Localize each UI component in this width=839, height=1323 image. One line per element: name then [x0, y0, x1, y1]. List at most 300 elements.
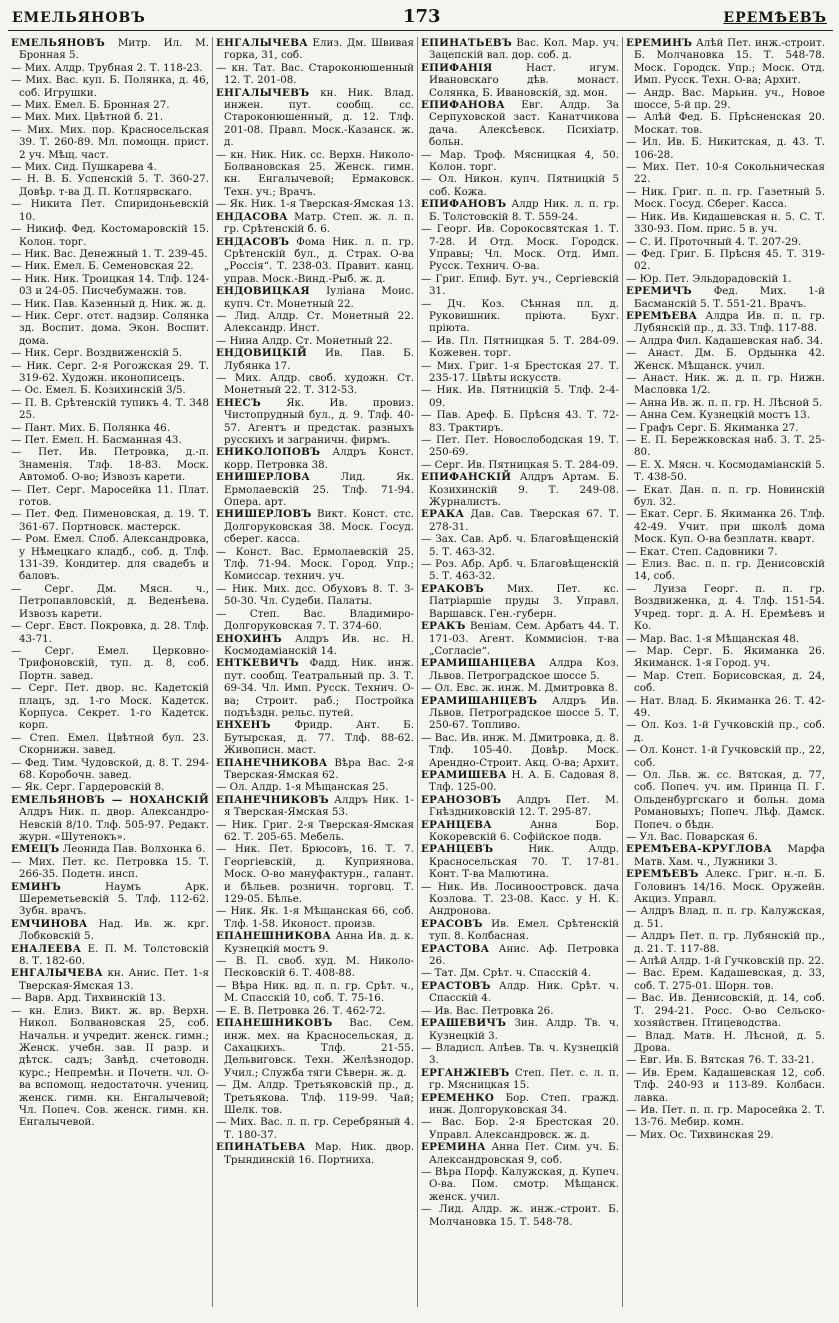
entry-details: Ол. Коз. 1-й Гучковскій пр., соб. д.: [634, 719, 825, 744]
running-head-left: ЕМЕЛЬЯНОВЪ: [12, 10, 146, 26]
entry-surname: ЕНДАСОВА: [216, 210, 288, 223]
entry-details: Елиз. Вас. п. п. гр. Денисовскій 14, соб.: [634, 558, 825, 583]
entry-details: Фед. Григ. Б. Прѣсня 45. Т. 319-02.: [634, 247, 825, 273]
entry-details: Вас. Кол. Мар. уч. Зацепскій вал. дор. соб. д.: [429, 37, 619, 62]
entry-details: Лид. Як. Ермолаевскій 25. Тлф. 71-94. Опера. арт.: [224, 471, 414, 509]
entry-details: Анна Ив. ж. п. п. гр. Н. Лѣсной 5.: [639, 396, 823, 409]
directory-entry-sub: [11, 446, 209, 483]
entry-surname: ЕМЕЛЬЯНОВЪ — НОХАНСКІЙ: [11, 793, 209, 806]
entry-details: Фридр. Ант. Б. Бутырская, д. 77. Тлф. 88-62. Живописн. маст.: [224, 719, 414, 757]
entry-surname: ЕПИНАТЬЕВЪ: [421, 37, 512, 49]
entry-details: Ник. Емел. Б. Семеновская 22.: [24, 260, 194, 273]
entry-surname: ЕМЕЛЬЯНОВЪ: [11, 37, 106, 49]
directory-entry-sub: [626, 434, 825, 459]
directory-entry-sub: [626, 558, 825, 583]
entry-details: Алдръ Ив. нс. Н. Космодаміанскій 14.: [224, 632, 414, 657]
directory-entry-sub: [626, 831, 825, 843]
directory-entry-sub: [626, 422, 825, 434]
directory-entry-sub: [626, 955, 825, 967]
entry-surname: ЕРАНЦЕВА: [421, 818, 492, 831]
entry-details: Митр. Ил. М. Бронная 5.: [19, 37, 209, 62]
entry-details: Ол. Евс. ж. инж. М. Дмитровка 8.: [434, 682, 618, 695]
entry-surname: ЕНДОВИЦКАЯ: [216, 285, 310, 298]
entry-details: Ник. Мих. дсс. Обуховъ 8. Т. 3-50-30. Чл. Судеби. Палаты.: [224, 582, 414, 608]
entry-details: Ол. Конст. 1-й Гучковскій пр., 22, соб.: [634, 744, 825, 769]
entry-surname: ЕПИФАНОВЪ: [421, 198, 507, 211]
entry-details: С. И. Проточный 4. Т. 207-29.: [639, 235, 802, 248]
directory-entry-sub: [421, 1203, 619, 1228]
entry-details: Н. В. Б. Успенскій 5. Т. 360-27. Довѣр. т-ва Д. П. Котлярвскаго.: [19, 173, 209, 198]
directory-entry-head: [421, 1141, 619, 1166]
entry-surname: ЕМЧИНОВА: [11, 917, 88, 930]
directory-entry-sub: [11, 310, 209, 347]
entry-details: Наст. игум. Ивановскаго дѣв. монаст. Солянка, Б. Ивановскій, зд. мон.: [429, 61, 619, 99]
directory-entry-sub: [216, 980, 414, 1005]
directory-entry-sub: [11, 992, 209, 1004]
entry-surname: ЕНЕСЪ: [216, 396, 261, 409]
entry-details: Алдр Ник. л. п. гр. Б. Толстовскій 8. Т. 559-24.: [429, 198, 620, 223]
entry-details: Ив. Пл. Пятницкая 5. Т. 284-09. Кожевен. торг.: [429, 334, 619, 360]
entry-details: Алдръ Пет. М. Гнѣздниковскій 12. Т. 295-87.: [429, 793, 619, 819]
entry-surname: ЕПИФАНСКІЙ: [421, 471, 512, 484]
entry-details: Серг. Пет. двор. нс. Кадетскій плацъ, зд. 1-го Моск. Кадетск. Корпуса. Секрет. 1-го Кадетск. корп.: [19, 682, 209, 732]
entry-surname: ЕНГАЛЫЧЕВА: [216, 37, 308, 49]
directory-entry-head: [421, 695, 619, 732]
entry-details: Ол. Алдр. 1-я Мѣщанская 25.: [229, 781, 389, 794]
directory-entry-sub: [421, 434, 619, 459]
directory-entry-sub: [216, 905, 414, 930]
entry-surname: ЕНОХИНЪ: [216, 632, 282, 645]
entry-surname: ЕРАШЕВИЧЪ: [421, 1017, 507, 1030]
directory-entry-head: [216, 930, 414, 955]
entry-details: Марфа Матв. Хам. ч., Лужники 3.: [634, 843, 825, 868]
directory-entry-head: [626, 37, 825, 87]
entry-details: кн. Ник. Ник. сс. Верхн. Николо-Болвановская 25. Женск. гимн. кн. Енгалычевой; Ермаковск. Техн. уч.; Врачъ.: [224, 148, 414, 198]
directory-entry-sub: [11, 856, 209, 881]
entry-details: Никиф. Фед. Костомаровскій 15. Колон. торг.: [19, 223, 209, 248]
directory-entry-sub: [626, 335, 825, 347]
directory-entry-sub: [626, 484, 825, 509]
directory-entry-head: [11, 843, 209, 855]
entry-details: Ив. Пав. Б. Лубянка 17.: [224, 347, 415, 372]
entry-details: Серг. Дм. Мясн. ч., Петропавловскій, д. Веденѣева. Извозъ карети.: [19, 582, 209, 620]
directory-entry-sub: [11, 422, 209, 434]
directory-entry-sub: [421, 1005, 619, 1017]
entry-details: Никита Пет. Спиридоньевскій 10.: [19, 198, 209, 223]
entry-details: Ив. Ерем. Кадашевская 12, соб. Тлф. 240-93 и 113-89. Колбасн. лавка.: [634, 1066, 826, 1104]
entry-details: Викт. Конст. стс. Долгоруковская 38. Моск. Госуд. сберег. касса.: [224, 508, 414, 546]
directory-entry-sub: [11, 198, 209, 223]
entry-details: Ник. Пав. Казенный д. Ник. ж. д.: [24, 297, 207, 310]
directory-entry-sub: [11, 620, 209, 645]
entry-details: Пет. Емел. Н. Басманная 43.: [24, 434, 182, 446]
entry-surname: ЕРАМИШЕВА: [421, 768, 507, 781]
directory-entry-head: [626, 843, 825, 868]
entry-details: Ив. Вас. Петровка 26.: [434, 1004, 554, 1017]
directory-entry-sub: [216, 843, 414, 905]
directory-entry-sub: [626, 546, 825, 558]
entry-details: Екат. Дан. п. п. гр. Новинскій бул. 32.: [634, 483, 825, 509]
directory-entry-head: [216, 446, 414, 471]
entry-details: Веніам. Сем. Арбатъ 44. Т. 171-03. Агент. Коммисіон. т-ва „Согласіе“.: [429, 620, 619, 657]
entry-details: Бор. Степ. гражд. инж. Долгоруковская 34.: [429, 1091, 619, 1116]
directory-entry-sub: [11, 248, 209, 260]
directory-entry-head: [11, 37, 209, 62]
entry-details: Луиза Георг. п. п. гр. Воздвиженка, д. 4. Тлф. 151-54. Учред. торг. д. А. Н. Еремѣевъ и Ко.: [634, 582, 825, 633]
entry-details: Фед. Тим. Чудовской, д. 8. Т. 294-68. Коробочн. завед.: [19, 756, 209, 781]
directory-entry-head: [216, 508, 414, 545]
directory-entry-sub: [626, 372, 825, 397]
entry-details: Як. Ник. 1-я Тверская-Ямская 13.: [229, 198, 414, 211]
directory-entry-sub: [11, 397, 209, 422]
entry-surname: ЕПАНЕЧНИКОВЪ: [216, 793, 329, 806]
directory-entry-sub: [11, 781, 209, 793]
entry-details: Вас. Бор. 2-я Брестская 20. Управл. Александровск. ж. д.: [429, 1116, 619, 1141]
entry-details: Вѣра Вас. 2-я Тверская-Ямская 62.: [224, 756, 414, 781]
directory-entry-sub: [421, 1042, 619, 1067]
directory-entry-sub: [216, 546, 414, 583]
directory-entry-sub: [421, 335, 619, 360]
entry-details: Влад. Матв. Н. Лѣсной, д. 5. Дрова.: [634, 1029, 825, 1054]
directory-entry-head: [216, 794, 414, 819]
directory-entry-sub: [11, 161, 209, 173]
directory-entry-sub: [11, 583, 209, 620]
directory-entry-head: [216, 347, 414, 372]
directory-entry-sub: [11, 682, 209, 732]
entry-details: Пет. Пет. Новослободская 19. Т. 250-69.: [429, 434, 620, 459]
directory-entry-sub: [626, 583, 825, 633]
entry-details: Мих. Мих. Цвѣтной б. 21.: [24, 111, 164, 124]
entry-surname: ЕРАМИШАНЦЕВА: [421, 657, 536, 670]
entry-details: Анна Бор. Кокоревскій 6. Софійское подв.: [429, 818, 619, 843]
entry-details: Алѣй Алдр. 1-й Гучковскій пр. 22.: [639, 955, 825, 968]
entry-details: Алдръ Ник. п. двор. Александро-Невскій 8/10. Тлф. 505-97. Редакт. журн. «Шутенокъ».: [19, 806, 209, 843]
entry-surname: ЕМЕЦЪ: [11, 843, 60, 856]
directory-entry-sub: [626, 273, 825, 285]
directory-entry-sub: [626, 409, 825, 421]
entry-details: Степ. Пет. с. л. п. гр. Мясницкая 15.: [429, 1066, 619, 1092]
directory-entry-sub: [626, 930, 825, 955]
entry-surname: ЕРЕМИНЪ: [626, 37, 693, 49]
directory-entry-sub: [626, 905, 825, 930]
directory-entry-sub: [216, 1079, 414, 1116]
entry-details: Мих. Сид. Пушкарева 4.: [24, 161, 157, 174]
entry-details: Анна Пет. Сим. уч. Б. Александровская 9, соб.: [429, 1141, 619, 1166]
entry-surname: ЕНИШЕРЛОВА: [216, 471, 311, 484]
directory-entry-sub: [626, 508, 825, 545]
directory-entry-sub: [626, 87, 825, 112]
entry-details: Евг. Алдр. За Серпуховской заст. Канатчикова дача. Алексѣевск. Психіатр. больн.: [429, 99, 619, 149]
directory-entry-sub: [216, 310, 414, 335]
entry-details: Пант. Мих. Б. Полянка 46.: [24, 421, 170, 434]
entry-details: Ив. Емел. Срѣтенскій туп. 8. Колбасная.: [429, 917, 619, 943]
directory-entry-sub: [626, 136, 825, 161]
directory-entry-head: [421, 943, 619, 968]
directory-entry-sub: [626, 236, 825, 248]
entry-details: Мих. Вас. л. п. гр. Серебряный 4. Т. 180-37.: [224, 1116, 414, 1141]
entry-details: Мар. Троф. Мясницкая 4, 50. Колон. торг.: [429, 148, 619, 174]
entry-details: Серг. Ив. Пятницкая 5. Т. 284-09.: [434, 458, 619, 471]
entry-details: Алдръ Ив. Львов. Петроградское шоссе 5. Т. 250-67. Топливо.: [429, 694, 619, 732]
entry-details: П. В. Срѣтенскій тупикъ 4. Т. 348 25.: [19, 396, 209, 422]
directory-entry-sub: [421, 1166, 619, 1203]
entry-details: Ник. Серг. 2-я Рогожская 29. Т. 319-62. Художн. иконописецъ.: [19, 359, 209, 384]
entry-details: Алдра Фил. Кадашевская наб. 34.: [639, 334, 824, 347]
directory-entry-head: [216, 397, 414, 447]
entry-details: Алдръ Ник. 1-я Тверская-Ямская 53.: [224, 793, 414, 819]
entry-details: Над. Ив. ж. крг. Лобковскій 5.: [19, 917, 209, 943]
directory-entry-sub: [421, 409, 619, 434]
directory-entry-head: [421, 1067, 619, 1092]
entry-surname: ЕРАСТОВА: [421, 942, 490, 955]
entry-details: Нина Алдр. Ст. Монетный 22.: [229, 334, 393, 347]
entry-surname: ЕНХЕНЪ: [216, 719, 271, 732]
entry-details: Мих. Алдр. своб. художн. Ст. Монетный 22. Т. 312-53.: [224, 371, 414, 397]
entry-details: Фадд. Ник. инж. пут. сообщ. Театральный пр. 3. Т. 69-34. Чл. Имп. Русск. Технич. О-ва; Строит. раб.; Постройка подъѣздн. рельс. путей.: [224, 657, 414, 719]
entry-details: Юр. Пет. Эльдорадовскій 1.: [639, 272, 792, 285]
entry-details: Вѣра Ник. вд. п. п. гр. Срѣт. ч., М. Спасскій 10, соб. Т. 75-16.: [224, 979, 414, 1005]
entry-surname: ЕРЕМѢЕВА-КРУГЛОВА: [626, 843, 772, 856]
directory-entry-head: [421, 471, 619, 508]
directory-entry-head: [421, 980, 619, 1005]
entry-details: Лид. Алдр. Ст. Монетный 22. Александр. Инст.: [224, 309, 414, 335]
entry-details: Ол. Никон. купч. Пятницкій 5 соб. Кожа.: [429, 173, 620, 198]
directory-entry-head: [216, 87, 414, 149]
entry-details: Алдръ Конст. корр. Петровка 38.: [224, 446, 414, 471]
directory-entry-sub: [11, 62, 209, 74]
entry-surname: ЕРАСОВЪ: [421, 917, 483, 930]
directory-entry-sub: [11, 99, 209, 111]
directory-entry-head: [421, 794, 619, 819]
directory-entry-sub: [11, 173, 209, 198]
directory-entry-head: [421, 62, 619, 99]
directory-entry-sub: [11, 384, 209, 396]
entry-details: Ник. Алдр. Красносельская 70. Т. 17-81. Конт. Т-ва Малютина.: [429, 843, 619, 881]
entry-details: Наумъ Арк. Шереметьевскій 5. Тлф. 112-62. Зубн. врачъ.: [19, 880, 209, 918]
entry-details: Пав. Ареф. Б. Прѣсня 43. Т. 72-83. Трактиръ.: [429, 409, 619, 434]
directory-entry-sub: [11, 360, 209, 385]
entry-surname: ЕРЕМѢЕВА: [626, 309, 698, 322]
entry-surname: ЕМИНЪ: [11, 880, 62, 893]
entry-details: Ник. Як. 1-я Мѣщанская 66, соб. Тлф. 1-58. Иконост. произв.: [224, 905, 414, 930]
entry-details: Елиз. Дм. Швивая горка, 31, соб.: [224, 37, 414, 62]
running-head-right: ЕРЕМѢЕВЪ: [723, 10, 827, 26]
entry-surname: ЕПИФАНОВА: [421, 99, 505, 112]
directory-entry-head: [216, 633, 414, 658]
entry-details: Алдръ Влад. п. п. гр. Калужская, д. 51.: [634, 905, 825, 930]
entry-details: Тат. Дм. Срѣт. ч. Спасскій 4.: [434, 967, 592, 980]
entry-details: Ник. Григ. п. п. гр. Газетный 5. Моск. Госуд. Сберег. Касса.: [634, 185, 825, 211]
directory-entry-sub: [626, 186, 825, 211]
directory-entry-head: [216, 236, 414, 286]
entry-details: Пет. Ив. Петровка, д.-п. Знаменія. Тлф. 18-83. Моск. Автомоб. О-во; Извозъ карети.: [19, 446, 209, 484]
entry-details: Анаст. Ник. ж. д. п. гр. Нижн. Масловка 1/2.: [634, 371, 825, 397]
entry-details: Пет. Серг. Маросейка 11. Плат. готов.: [19, 483, 209, 509]
entry-details: Варв. Ард. Тихвинскій 13.: [24, 992, 166, 1005]
entry-surname: ЕРАСТОВЪ: [421, 979, 491, 992]
entry-surname: ЕРАКЪ: [421, 620, 466, 633]
entry-details: Ник. Ив. Пятницкій 5. Тлф. 2-4-09.: [429, 384, 619, 409]
entry-details: Дав. Сав. Тверская 67. Т. 278-31.: [429, 508, 619, 533]
entry-details: Анаст. Дм. Б. Ордынка 42. Женск. Мѣщанск. учил.: [634, 347, 825, 372]
entry-surname: ЕПАНЕШНИКОВЪ: [216, 1017, 333, 1030]
entry-details: Ол. Льв. ж. сс. Вятская, д. 77, соб. Попеч. уч. им. Принца П. Г. Ольденбургскаго и больн. дома Романовыхъ; Попеч. Лѣф. Дамск. Попеч. о бѣдн.: [634, 768, 825, 831]
entry-details: Алѣй Пет. инж.-строит. Б. Молчановка 15. Т. 548-78. Моск. Городск. Упр.; Моск. Отд. Имп. Русск. Техн. О-ва; Архит.: [634, 37, 825, 87]
entry-details: кн. Ник. Влад. инжен. пут. сообщ. сс. Староконюшенный, д. 12. Тлф. 201-08. Правл. Моск.-Казанск. ж. д.: [224, 86, 414, 149]
directory-entry-sub: [216, 955, 414, 980]
entry-details: Фома Ник. л. п. гр. Срѣтенскій бул., д. Страх. О-ва „Россія“. Т. 238-03. Правит. канц. управ. Моск.-Винд.-Рыб. ж. д.: [224, 235, 415, 285]
directory-entry-sub: [626, 992, 825, 1029]
directory-entry-head: [11, 794, 209, 844]
entry-details: Ром. Емел. Слоб. Александровка, у Нѣмецкаго кладб., соб. д. Тлф. 131-39. Кондитер. для свадебъ и баловъ.: [19, 533, 209, 583]
page-number: 173: [403, 6, 441, 27]
column-2: [213, 37, 418, 1307]
entry-surname: ЕРЕМЕНКО: [421, 1091, 495, 1104]
entry-details: Матр. Степ. ж. л. п. гр. Срѣтенскій б. 6.: [224, 210, 414, 236]
entry-details: кн. Тат. Вас. Староконюшенный 12. Т. 201-08.: [224, 61, 414, 87]
directory-entry-head: [421, 508, 619, 533]
entry-details: Ник. Вас. Денежный 1. Т. 239-45.: [24, 247, 208, 260]
entry-details: Алдра Коз. Львов. Петроградское шоссе 5.: [429, 657, 619, 682]
entry-details: Мих. Григ. 1-я Брестская 27. Т. 235-17. Цвѣты искусств.: [429, 359, 619, 384]
directory-entry-sub: [216, 198, 414, 210]
directory-entry-sub: [11, 757, 209, 782]
entry-details: Евг. Ив. Б. Вятская 76. Т. 33-21.: [639, 1054, 815, 1067]
entry-details: Григ. Епиф. Бут. уч., Сергіевскій 31.: [429, 272, 619, 298]
directory-entry-sub: [11, 434, 209, 446]
entry-details: Мих. Ос. Тихвинская 29.: [639, 1128, 774, 1141]
directory-entry-sub: [626, 744, 825, 769]
directory-entry-head: [216, 37, 414, 62]
entry-details: Як. Ив. провиз. Чистопрудный бул., д. 9. Тлф. 40-57. Агентъ и предстак. разныхъ русскихъ и заграничн. фирмъ.: [224, 396, 414, 446]
directory-entry-sub: [626, 695, 825, 720]
entry-details: Анна Ив. д. к. Кузнецкій мостъ 9.: [224, 930, 414, 955]
entry-details: Серг. Емел. Церковно-Трифоновскій, туп. д. 8, соб. Портн. завед.: [19, 644, 209, 682]
entry-surname: ЕПИНАТЬЕВА: [216, 1141, 306, 1154]
entry-details: Е. Х. Мясн. ч. Космодаміанскій 5. Т. 438-50.: [634, 458, 825, 484]
entry-details: Роз. Абр. Арб. ч. Благовѣщенскій 5. Т. 463-32.: [429, 558, 619, 583]
directory-entry-sub: [11, 74, 209, 99]
entry-details: Мар. Вас. 1-я Мѣщанская 48.: [639, 632, 800, 645]
directory-entry-head: [421, 583, 619, 620]
directory-entry-sub: [421, 732, 619, 769]
directory-entry-sub: [421, 682, 619, 694]
directory-entry-sub: [216, 372, 414, 397]
entry-surname: ЕНИКОЛОПОВЪ: [216, 446, 321, 459]
directory-entry-sub: [11, 1005, 209, 1129]
entry-details: Ник. Ник. Троицкая 14. Тлф. 124-03 и 24-05. Писчебумажн. тов.: [19, 272, 209, 298]
page-header: [8, 0, 833, 31]
directory-entry-sub: [626, 633, 825, 645]
entry-details: Дм. Алдр. Третьяковскій пр., д. Третьякова. Тлф. 119-99. Чай; Шелк. тов.: [224, 1079, 414, 1116]
directory-entry-sub: [626, 248, 825, 273]
entry-details: Е. П. М. Толстовскій 8. Т. 182-60.: [19, 942, 209, 968]
entry-details: Мих. Пет. кс. Патріаршіе пруды 3. Управл. Варшавск. Ген.-губерн.: [429, 582, 619, 620]
entry-surname: ЕНТКЕВИЧЪ: [216, 657, 299, 670]
entry-details: Лид. Алдр. ж. инж.-строит. Б. Молчановка 15. Т. 548-78.: [429, 1203, 620, 1228]
entry-details: Графъ Серг. Б. Якиманка 27.: [639, 421, 799, 434]
directory-entry-head: [626, 285, 825, 310]
directory-entry-sub: [626, 1067, 825, 1104]
directory-entry-sub: [421, 558, 619, 583]
entry-details: Мих. Емел. Б. Бронная 27.: [24, 99, 170, 112]
entry-details: Мих. Вас. куп. Б. Полянка, д. 46, соб. Игрушки.: [19, 74, 209, 99]
directory-entry-sub: [11, 273, 209, 298]
directory-entry-sub: [11, 533, 209, 583]
entry-details: Зин. Алдр. Тв. ч. Кузнецкій 3.: [429, 1017, 619, 1042]
entry-surname: ЕНГАЛЫЧЕВА: [11, 967, 103, 980]
entry-details: Анна Сем. Кузнецкій мостъ 13.: [639, 409, 810, 422]
entry-details: Екат. Степ. Садовники 7.: [639, 545, 778, 558]
entry-surname: ЕРЕМѢЕВЪ: [626, 868, 699, 881]
directory-entry-sub: [626, 397, 825, 409]
entry-details: Фед. Мих. 1-й Басманскій 5. Т. 551-21. Врачъ.: [634, 285, 825, 310]
directory-entry-head: [216, 285, 414, 310]
directory-entry-head: [626, 310, 825, 335]
directory-entry-sub: [626, 459, 825, 484]
entry-details: Ник. Пет. Брюсовъ, 16. Т. 7. Георгіевскій, д. Куприянова. Моск. О-во мануфактурн., галант. и бѣльев. розничн. торговц. Т. 129-05. Бѣлье.: [224, 843, 414, 906]
entry-details: Зах. Сав. Арб. ч. Благовѣщенскій 5. Т. 463-32.: [429, 533, 619, 558]
entry-details: Мих. Мих. пор. Красносельская 39. Т. 260-89. Мл. помощн. прист. 2 уч. Мѣщ. част.: [19, 123, 209, 161]
entry-details: Мих. Пет. кс. Петровка 15. Т. 266-35. Подетн. инсп.: [19, 855, 209, 881]
entry-details: Дч. Коз. Сѣнная пл. д. Руковишник. пріюта. Бухг. пріюта.: [429, 297, 619, 335]
directory-entry-head: [216, 657, 414, 719]
entry-details: Як. Серг. Гардеровскій 8.: [24, 781, 165, 794]
directory-entry-sub: [421, 149, 619, 174]
directory-entry-head: [216, 471, 414, 508]
directory-entry-head: [216, 719, 414, 756]
directory-entry-head: [421, 620, 619, 657]
entry-details: Анис. Аф. Петровка 26.: [429, 942, 619, 968]
directory-entry-sub: [216, 1116, 414, 1141]
entry-surname: ЕРЕМИЧЪ: [626, 285, 692, 298]
entry-surname: ЕНДАСОВЪ: [216, 235, 290, 248]
entry-surname: ЕРГАНЖІЕВЪ: [421, 1066, 510, 1079]
directory-entry-head: [216, 1141, 414, 1166]
column-4: [623, 37, 828, 1307]
directory-entry-sub: [626, 347, 825, 372]
entry-details: Степ. Вас. Владимиро-Долгоруковская 7. Т. 374-60.: [224, 607, 414, 633]
directory-entry-head: [421, 99, 619, 149]
entry-surname: ЕНИШЕРЛОВЪ: [216, 508, 312, 521]
directory-entry-sub: [421, 384, 619, 409]
entry-surname: ЕНДОВИЦКІЙ: [216, 347, 307, 360]
entry-details: Н. А. Б. Садовая 8. Тлф. 125-00.: [429, 768, 619, 794]
entry-details: Алѣй Фед. Б. Прѣсненская 20. Москат. тов.: [634, 111, 825, 136]
entry-details: Мар. Ник. двор. Трындинскій 16. Портниха.: [224, 1141, 414, 1166]
columns: [8, 37, 833, 1307]
entry-surname: ЕНГАЛЫЧЕВЪ: [216, 86, 310, 99]
entry-details: Мар. Серг. Б. Якиманка 26. Якиманск. 1-я Город. уч.: [634, 644, 825, 670]
directory-entry-sub: [11, 111, 209, 123]
directory-entry-sub: [216, 608, 414, 633]
entry-surname: ЕРАНОЗОВЪ: [421, 793, 502, 806]
entry-surname: ЕРЕМИНА: [421, 1141, 486, 1154]
directory-entry-sub: [421, 459, 619, 471]
directory-entry-sub: [626, 645, 825, 670]
directory-entry-sub: [11, 347, 209, 359]
entry-details: Ник. Григ. 2-я Тверская-Ямская 62. Т. 205-65. Мебель.: [224, 818, 414, 843]
entry-details: Вас. Сем. инж. мех. на Красносельская, д. Сахацкихъ. Тлф. 21-55. Дельвиговск. Техн. Желѣзнодор. Учил.; Служба тяги Сѣверн. ж. д.: [224, 1017, 414, 1079]
entry-surname: ЕРАКОВЪ: [421, 582, 484, 595]
directory-entry-sub: [626, 211, 825, 236]
entry-details: В. П. своб. худ. М. Николо-Песковскій 6. Т. 408-88.: [224, 955, 414, 980]
entry-details: Алдр. Ник. Срѣт. ч. Спасскій 4.: [429, 979, 619, 1005]
directory-entry-sub: [421, 223, 619, 273]
directory-entry-sub: [216, 62, 414, 87]
entry-details: Е. В. Петровка 26. Т. 462-72.: [229, 1004, 386, 1017]
entry-details: Е. П. Бережковская наб. 3. Т. 25-80.: [634, 434, 825, 459]
